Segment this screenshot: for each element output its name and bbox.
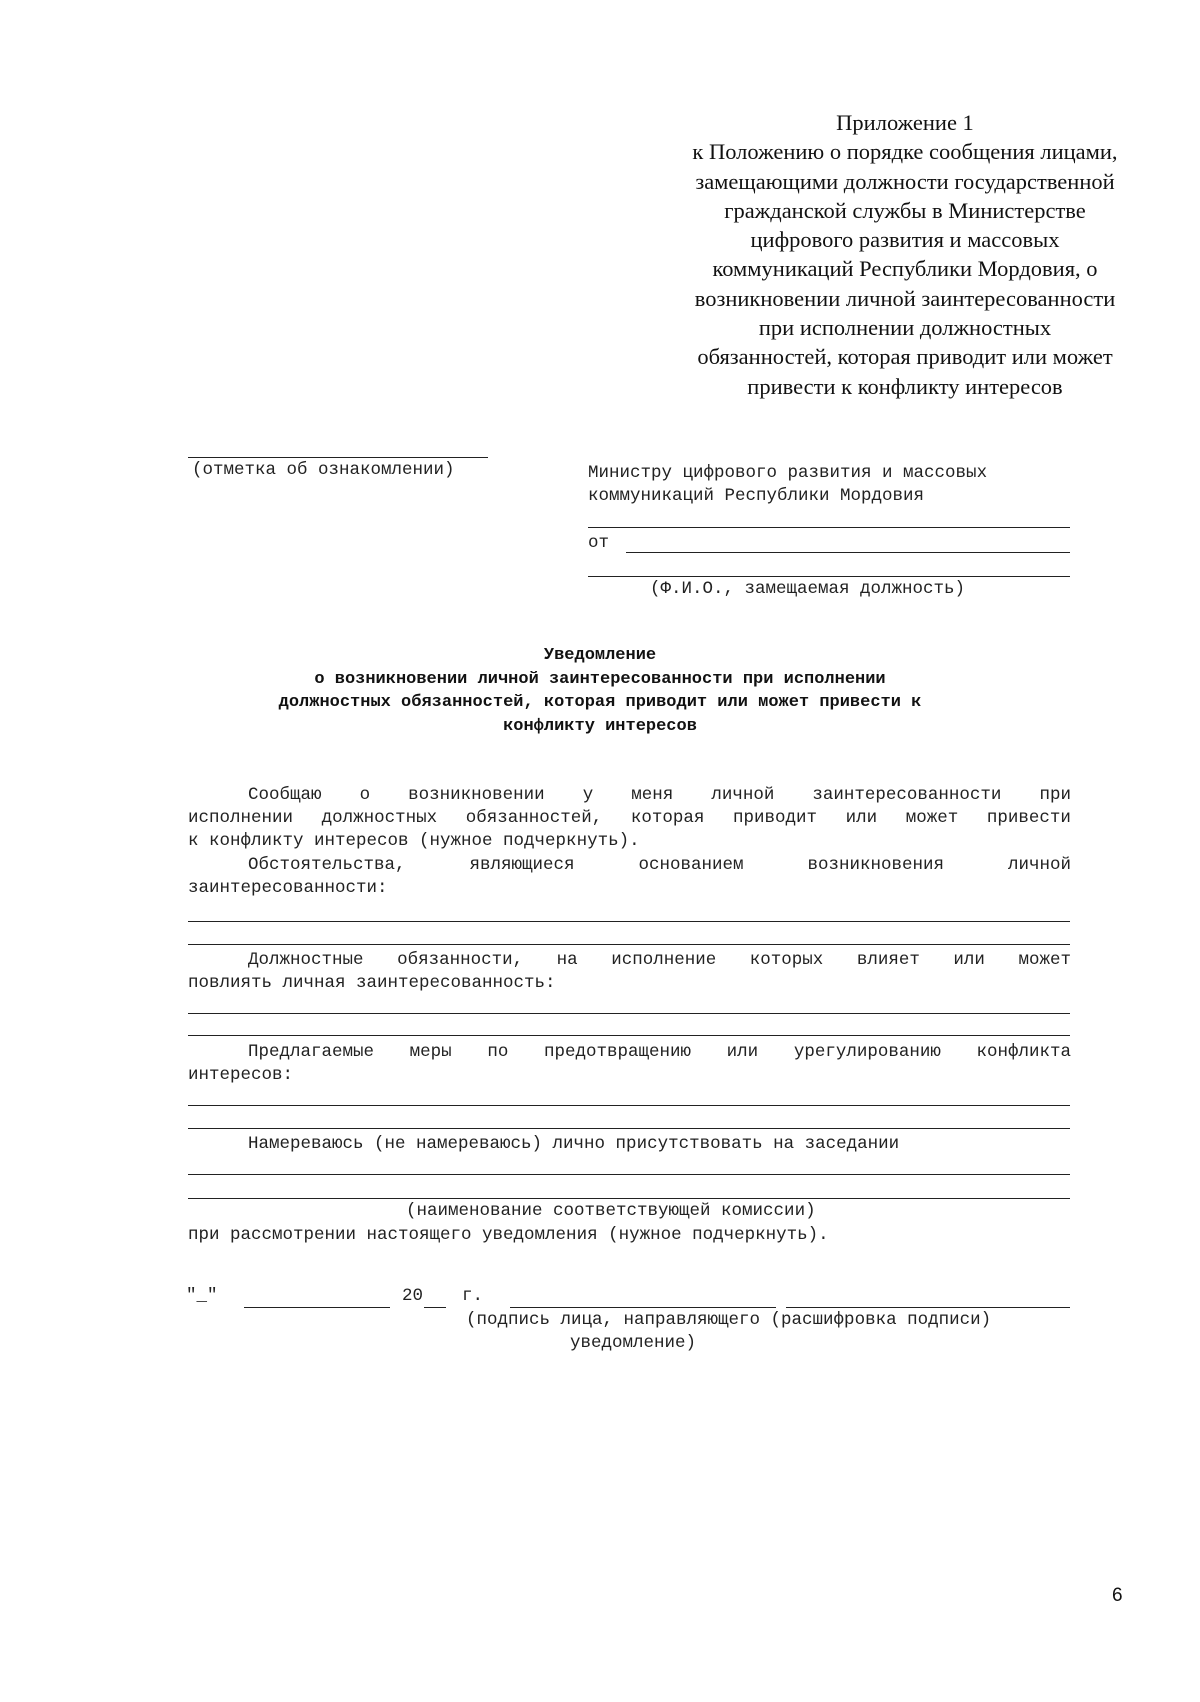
word: личной [1007,855,1071,875]
blank-line-measures-2 [188,1128,1070,1129]
word: о [359,785,371,805]
date-day-quotes: "_" [186,1286,218,1306]
appendix-line: замещающими должности государственной [695,168,1115,194]
sender-name-line [626,552,1070,553]
word: личной [711,785,775,805]
notice-title-line: о возникновении личной заинтересованности при исполнении [314,669,886,689]
sender-position-line [588,576,1070,577]
word: на [556,950,578,970]
word: возникновения [807,855,944,875]
acknowledgement-line [188,457,488,458]
word: являющиеся [469,855,575,875]
word: может [905,808,959,828]
addressee-line-2: коммуникаций Республики Мордовия [588,486,925,506]
sender-blank-line-top [588,527,1070,528]
word: возникновении [408,785,545,805]
appendix-line: возникновении личной заинтересованности [694,285,1116,311]
signature-caption-line-2: уведомление) [570,1333,697,1353]
word: или [845,808,878,828]
word: урегулированию [793,1042,941,1062]
commission-caption: (наименование соответствующей комиссии) [406,1201,816,1221]
appendix-line: привести к конфликту интересов [747,373,1063,399]
page-number: 6 [1112,1585,1123,1606]
word: Должностные [248,950,364,970]
word: может [1018,950,1071,970]
word: или [726,1042,759,1062]
word: при [1039,785,1071,805]
year-suffix: г. [462,1286,484,1306]
word: исполнение [611,950,717,970]
word: Обстоятельства, [248,855,406,875]
notice-title-line: должностных обязанностей, которая приводит или может привести к [278,693,922,712]
signature-line [510,1307,776,1308]
word: у [582,785,594,805]
word: приводит [733,808,818,828]
blank-line-measures-1 [188,1105,1070,1106]
paragraph-3-line-2: повлиять личная заинтересованность: [188,973,556,993]
paragraph-2-line-1 [248,855,1071,875]
notice-title [180,644,1020,738]
blank-line-circumstances-1 [188,921,1070,922]
appendix-line: Приложение 1 [836,110,974,135]
word: по [487,1042,509,1062]
appendix-line: коммуникаций Республики Мордовия, о [712,256,1098,282]
year-prefix: 20 [402,1286,424,1306]
fio-caption: (Ф.И.О., замещаемая должность) [650,579,966,599]
blank-line-duties-1 [188,1013,1070,1014]
word: обязанностей, [465,808,603,828]
paragraph-1-line-2 [188,808,1071,828]
acknowledgement-caption: (отметка об ознакомлении) [192,460,455,480]
word: заинтересованности [812,785,1002,805]
notice-title-line: конфликту интересов [503,716,697,736]
date-month-line [244,1307,390,1308]
word: основанием [638,855,744,875]
appendix-line: обязанностей, которая приводит или может [697,344,1113,370]
word: которая [630,808,705,828]
word: меня [631,785,674,805]
word: Сообщаю [248,785,322,805]
paragraph-1-line-1 [248,785,1071,805]
appendix-line: к Положению о порядке сообщения лицами, [692,139,1118,165]
year-blank-line [424,1307,446,1308]
word: влияет [856,950,920,970]
blank-line-meeting-2 [188,1198,1070,1199]
blank-line-meeting-1 [188,1174,1070,1175]
from-label: от [588,533,610,553]
paragraph-2-line-2: заинтересованности: [188,878,388,898]
word: исполнении [188,808,294,828]
paragraph-1-line-3: к конфликту интересов (нужное подчеркнуть). [188,831,640,851]
blank-line-duties-2 [188,1035,1070,1036]
appendix-header [664,108,1146,401]
appendix-line: при исполнении должностных [758,315,1052,341]
paragraph-5-line-2: при рассмотрении настоящего уведомления (нужное подчеркнуть). [188,1225,829,1245]
blank-line-circumstances-2 [188,944,1070,945]
word: или [953,950,985,970]
word: обязанности, [397,950,524,970]
paragraph-4-line-1 [248,1042,1071,1062]
addressee-line-1: Министру цифрового развития и массовых [588,463,988,483]
paragraph-4-line-2: интересов: [188,1065,294,1085]
paragraph-5-line-1: Намереваюсь (не намереваюсь) лично присутствовать на заседании [248,1134,900,1154]
word: конфликта [976,1042,1071,1062]
word: которых [749,950,824,970]
word: должностных [321,808,438,828]
word: меры [409,1042,452,1062]
appendix-line: цифрового развития и массовых [750,227,1060,253]
word: предотвращению [543,1042,692,1062]
notice-title-line: Уведомление [543,646,657,665]
word: привести [986,808,1071,828]
paragraph-3-line-1 [248,950,1071,970]
signature-decoding-line [786,1307,1070,1308]
word: Предлагаемые [248,1042,375,1062]
appendix-line: гражданской службы в Министерстве [724,197,1086,223]
signature-caption-line-1: (подпись лица, направляющего (расшифровка подписи) [466,1310,992,1330]
